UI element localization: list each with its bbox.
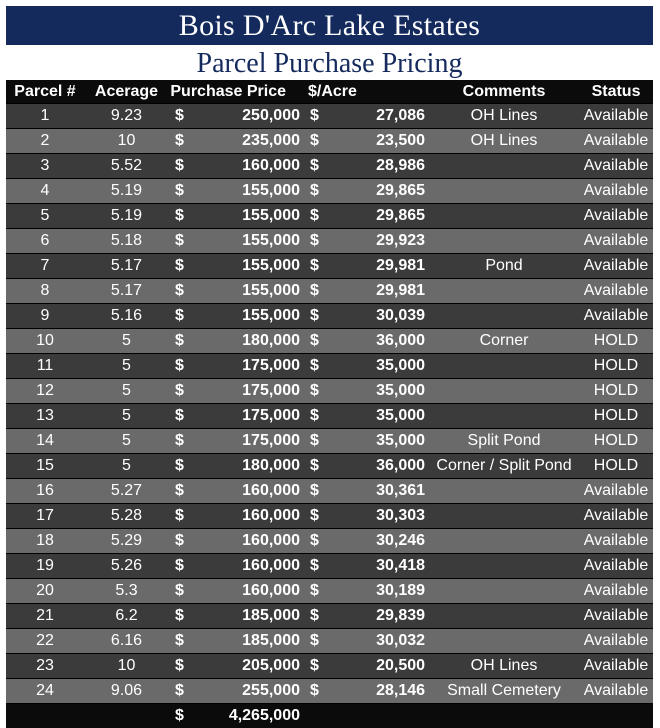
header-parcel: Parcel # — [6, 80, 84, 104]
currency-symbol: $ — [169, 354, 201, 379]
purchase-price-cell: 185,000 — [201, 629, 304, 654]
acerage-cell: 5 — [84, 379, 169, 404]
acerage-cell: 5.28 — [84, 504, 169, 529]
purchase-price-cell: 160,000 — [201, 504, 304, 529]
acerage-cell: 9.23 — [84, 104, 169, 129]
currency-symbol: $ — [304, 679, 334, 704]
parcel-cell: 19 — [6, 554, 84, 579]
acerage-cell: 5.18 — [84, 229, 169, 254]
comments-cell: Small Cemetery — [429, 679, 579, 704]
table-row — [6, 379, 653, 404]
purchase-price-cell: 185,000 — [201, 604, 304, 629]
table-row — [6, 229, 653, 254]
parcel-cell: 11 — [6, 354, 84, 379]
currency-symbol: $ — [169, 279, 201, 304]
table-row — [6, 404, 653, 429]
comments-cell — [429, 179, 579, 204]
currency-symbol: $ — [304, 379, 334, 404]
table-row — [6, 604, 653, 629]
per-acre-cell: 20,500 — [334, 654, 429, 679]
comments-cell — [429, 379, 579, 404]
comments-cell: Corner / Split Pond — [429, 454, 579, 479]
currency-symbol: $ — [169, 304, 201, 329]
currency-symbol: $ — [169, 629, 201, 654]
table-row — [6, 179, 653, 204]
acerage-cell: 5.19 — [84, 204, 169, 229]
comments-cell — [429, 579, 579, 604]
table-row — [6, 429, 653, 454]
parcel-cell: 9 — [6, 304, 84, 329]
table-row — [6, 329, 653, 354]
purchase-price-cell: 160,000 — [201, 529, 304, 554]
comments-cell — [429, 554, 579, 579]
per-acre-cell: 35,000 — [334, 354, 429, 379]
parcel-cell: 1 — [6, 104, 84, 129]
parcel-cell: 12 — [6, 379, 84, 404]
status-cell: Available — [579, 154, 653, 179]
acerage-cell: 10 — [84, 129, 169, 154]
purchase-price-cell: 180,000 — [201, 329, 304, 354]
currency-symbol: $ — [304, 229, 334, 254]
per-acre-cell: 29,839 — [334, 604, 429, 629]
comments-cell — [429, 279, 579, 304]
currency-symbol: $ — [169, 654, 201, 679]
acerage-cell: 5.52 — [84, 154, 169, 179]
per-acre-cell: 30,418 — [334, 554, 429, 579]
status-cell: HOLD — [579, 404, 653, 429]
status-cell: Available — [579, 304, 653, 329]
per-acre-cell: 29,981 — [334, 254, 429, 279]
table-row — [6, 454, 653, 479]
per-acre-cell: 35,000 — [334, 379, 429, 404]
table-row — [6, 579, 653, 604]
currency-symbol: $ — [304, 454, 334, 479]
parcel-cell: 6 — [6, 229, 84, 254]
currency-symbol: $ — [304, 629, 334, 654]
purchase-price-cell: 255,000 — [201, 679, 304, 704]
currency-symbol: $ — [304, 654, 334, 679]
status-cell: HOLD — [579, 454, 653, 479]
per-acre-cell: 29,923 — [334, 229, 429, 254]
table-row — [6, 554, 653, 579]
status-cell: Available — [579, 554, 653, 579]
table-row — [6, 629, 653, 654]
comments-cell — [429, 354, 579, 379]
currency-symbol: $ — [169, 479, 201, 504]
table-row — [6, 504, 653, 529]
purchase-price-cell: 175,000 — [201, 404, 304, 429]
comments-cell — [429, 204, 579, 229]
parcel-cell: 15 — [6, 454, 84, 479]
currency-symbol: $ — [304, 354, 334, 379]
table-row — [6, 204, 653, 229]
currency-symbol: $ — [169, 229, 201, 254]
per-acre-cell: 29,865 — [334, 204, 429, 229]
table-row — [6, 304, 653, 329]
currency-symbol: $ — [169, 454, 201, 479]
status-cell: Available — [579, 629, 653, 654]
purchase-price-cell: 155,000 — [201, 204, 304, 229]
parcel-cell: 20 — [6, 579, 84, 604]
status-cell: Available — [579, 504, 653, 529]
purchase-price-cell: 155,000 — [201, 179, 304, 204]
comments-cell — [429, 404, 579, 429]
currency-symbol: $ — [304, 254, 334, 279]
parcel-cell: 23 — [6, 654, 84, 679]
status-cell: Available — [579, 479, 653, 504]
table-row — [6, 154, 653, 179]
parcel-cell: 5 — [6, 204, 84, 229]
currency-symbol: $ — [304, 204, 334, 229]
total-purchase-price: 4,265,000 — [201, 704, 304, 728]
pricing-sheet — [6, 6, 653, 728]
currency-symbol: $ — [169, 604, 201, 629]
currency-symbol: $ — [304, 579, 334, 604]
table-row — [6, 279, 653, 304]
parcel-cell: 8 — [6, 279, 84, 304]
comments-cell: OH Lines — [429, 129, 579, 154]
status-cell: Available — [579, 654, 653, 679]
status-cell: Available — [579, 254, 653, 279]
comments-cell — [429, 154, 579, 179]
per-acre-cell: 35,000 — [334, 429, 429, 454]
parcel-cell: 21 — [6, 604, 84, 629]
purchase-price-cell: 160,000 — [201, 554, 304, 579]
status-cell: HOLD — [579, 429, 653, 454]
status-cell: Available — [579, 229, 653, 254]
status-cell: Available — [579, 279, 653, 304]
per-acre-cell: 27,086 — [334, 104, 429, 129]
parcel-cell: 22 — [6, 629, 84, 654]
purchase-price-cell: 155,000 — [201, 229, 304, 254]
per-acre-cell: 36,000 — [334, 454, 429, 479]
header-comments: Comments — [429, 80, 579, 104]
per-acre-cell: 30,303 — [334, 504, 429, 529]
comments-cell — [429, 479, 579, 504]
per-acre-cell: 30,361 — [334, 479, 429, 504]
acerage-cell: 5.3 — [84, 579, 169, 604]
table-row — [6, 104, 653, 129]
table-row — [6, 254, 653, 279]
comments-cell — [429, 604, 579, 629]
status-cell: Available — [579, 604, 653, 629]
currency-symbol: $ — [169, 679, 201, 704]
currency-symbol: $ — [304, 404, 334, 429]
purchase-price-cell: 250,000 — [201, 104, 304, 129]
pricing-table — [6, 80, 653, 728]
table-row — [6, 654, 653, 679]
per-acre-cell: 35,000 — [334, 404, 429, 429]
table-row — [6, 354, 653, 379]
comments-cell: OH Lines — [429, 104, 579, 129]
acerage-cell: 5 — [84, 429, 169, 454]
parcel-cell: 4 — [6, 179, 84, 204]
per-acre-cell: 28,986 — [334, 154, 429, 179]
acerage-cell: 5 — [84, 329, 169, 354]
currency-symbol: $ — [169, 254, 201, 279]
comments-cell: OH Lines — [429, 654, 579, 679]
parcel-cell: 17 — [6, 504, 84, 529]
per-acre-cell: 28,146 — [334, 679, 429, 704]
parcel-cell: 2 — [6, 129, 84, 154]
currency-symbol: $ — [169, 179, 201, 204]
table-row — [6, 479, 653, 504]
status-cell: HOLD — [579, 379, 653, 404]
comments-cell — [429, 504, 579, 529]
currency-symbol: $ — [304, 279, 334, 304]
per-acre-cell: 30,246 — [334, 529, 429, 554]
currency-symbol: $ — [304, 554, 334, 579]
currency-symbol: $ — [169, 329, 201, 354]
comments-cell: Split Pond — [429, 429, 579, 454]
currency-symbol: $ — [169, 129, 201, 154]
currency-symbol: $ — [169, 104, 201, 129]
status-cell: Available — [579, 129, 653, 154]
status-cell: Available — [579, 104, 653, 129]
purchase-price-cell: 160,000 — [201, 154, 304, 179]
table-row — [6, 529, 653, 554]
purchase-price-cell: 205,000 — [201, 654, 304, 679]
currency-symbol: $ — [169, 554, 201, 579]
currency-symbol: $ — [304, 479, 334, 504]
page-title: Bois D'Arc Lake Estates — [6, 6, 653, 45]
comments-cell: Corner — [429, 329, 579, 354]
acerage-cell: 5.27 — [84, 479, 169, 504]
acerage-cell: 5.19 — [84, 179, 169, 204]
parcel-cell: 16 — [6, 479, 84, 504]
purchase-price-cell: 235,000 — [201, 129, 304, 154]
purchase-price-cell: 180,000 — [201, 454, 304, 479]
acerage-cell: 9.06 — [84, 679, 169, 704]
comments-cell: Pond — [429, 254, 579, 279]
per-acre-cell: 36,000 — [334, 329, 429, 354]
currency-symbol: $ — [169, 379, 201, 404]
comments-cell — [429, 529, 579, 554]
header-row — [6, 80, 653, 104]
purchase-price-cell: 175,000 — [201, 354, 304, 379]
per-acre-cell: 29,981 — [334, 279, 429, 304]
acerage-cell: 5.16 — [84, 304, 169, 329]
header-acerage: Acerage — [84, 80, 169, 104]
parcel-cell: 10 — [6, 329, 84, 354]
header-status: Status — [579, 80, 653, 104]
table-row — [6, 679, 653, 704]
currency-symbol: $ — [304, 179, 334, 204]
per-acre-cell: 30,189 — [334, 579, 429, 604]
currency-symbol: $ — [304, 104, 334, 129]
currency-symbol: $ — [304, 529, 334, 554]
currency-symbol: $ — [304, 429, 334, 454]
comments-cell — [429, 304, 579, 329]
currency-symbol: $ — [304, 329, 334, 354]
status-cell: Available — [579, 179, 653, 204]
acerage-cell: 5 — [84, 404, 169, 429]
purchase-price-cell: 175,000 — [201, 379, 304, 404]
purchase-price-cell: 160,000 — [201, 479, 304, 504]
acerage-cell: 5.29 — [84, 529, 169, 554]
acerage-cell: 5.17 — [84, 279, 169, 304]
currency-symbol: $ — [304, 604, 334, 629]
status-cell: Available — [579, 204, 653, 229]
table-row — [6, 129, 653, 154]
parcel-cell: 24 — [6, 679, 84, 704]
currency-symbol: $ — [304, 129, 334, 154]
parcel-cell: 18 — [6, 529, 84, 554]
currency-symbol: $ — [169, 204, 201, 229]
currency-symbol: $ — [169, 504, 201, 529]
currency-symbol: $ — [169, 154, 201, 179]
per-acre-cell: 30,032 — [334, 629, 429, 654]
parcel-cell: 14 — [6, 429, 84, 454]
header-per-acre: $/Acre — [304, 80, 429, 104]
currency-symbol: $ — [169, 404, 201, 429]
status-cell: HOLD — [579, 329, 653, 354]
per-acre-cell: 30,039 — [334, 304, 429, 329]
purchase-price-cell: 155,000 — [201, 254, 304, 279]
page-subtitle: Parcel Purchase Pricing — [6, 45, 653, 80]
acerage-cell: 5.26 — [84, 554, 169, 579]
status-cell: Available — [579, 579, 653, 604]
purchase-price-cell: 160,000 — [201, 579, 304, 604]
acerage-cell: 5.17 — [84, 254, 169, 279]
currency-symbol: $ — [169, 579, 201, 604]
currency-symbol: $ — [304, 504, 334, 529]
total-currency-symbol: $ — [169, 704, 201, 728]
acerage-cell: 5 — [84, 354, 169, 379]
currency-symbol: $ — [304, 304, 334, 329]
currency-symbol: $ — [169, 429, 201, 454]
parcel-cell: 13 — [6, 404, 84, 429]
status-cell: Available — [579, 529, 653, 554]
purchase-price-cell: 155,000 — [201, 304, 304, 329]
currency-symbol: $ — [304, 154, 334, 179]
comments-cell — [429, 229, 579, 254]
currency-symbol: $ — [169, 529, 201, 554]
purchase-price-cell: 175,000 — [201, 429, 304, 454]
status-cell: HOLD — [579, 354, 653, 379]
acerage-cell: 6.2 — [84, 604, 169, 629]
acerage-cell: 5 — [84, 454, 169, 479]
per-acre-cell: 29,865 — [334, 179, 429, 204]
acerage-cell: 6.16 — [84, 629, 169, 654]
header-purchase-price: Purchase Price — [169, 80, 304, 104]
parcel-cell: 3 — [6, 154, 84, 179]
parcel-cell: 7 — [6, 254, 84, 279]
per-acre-cell: 23,500 — [334, 129, 429, 154]
status-cell: Available — [579, 679, 653, 704]
purchase-price-cell: 155,000 — [201, 279, 304, 304]
acerage-cell: 10 — [84, 654, 169, 679]
comments-cell — [429, 629, 579, 654]
